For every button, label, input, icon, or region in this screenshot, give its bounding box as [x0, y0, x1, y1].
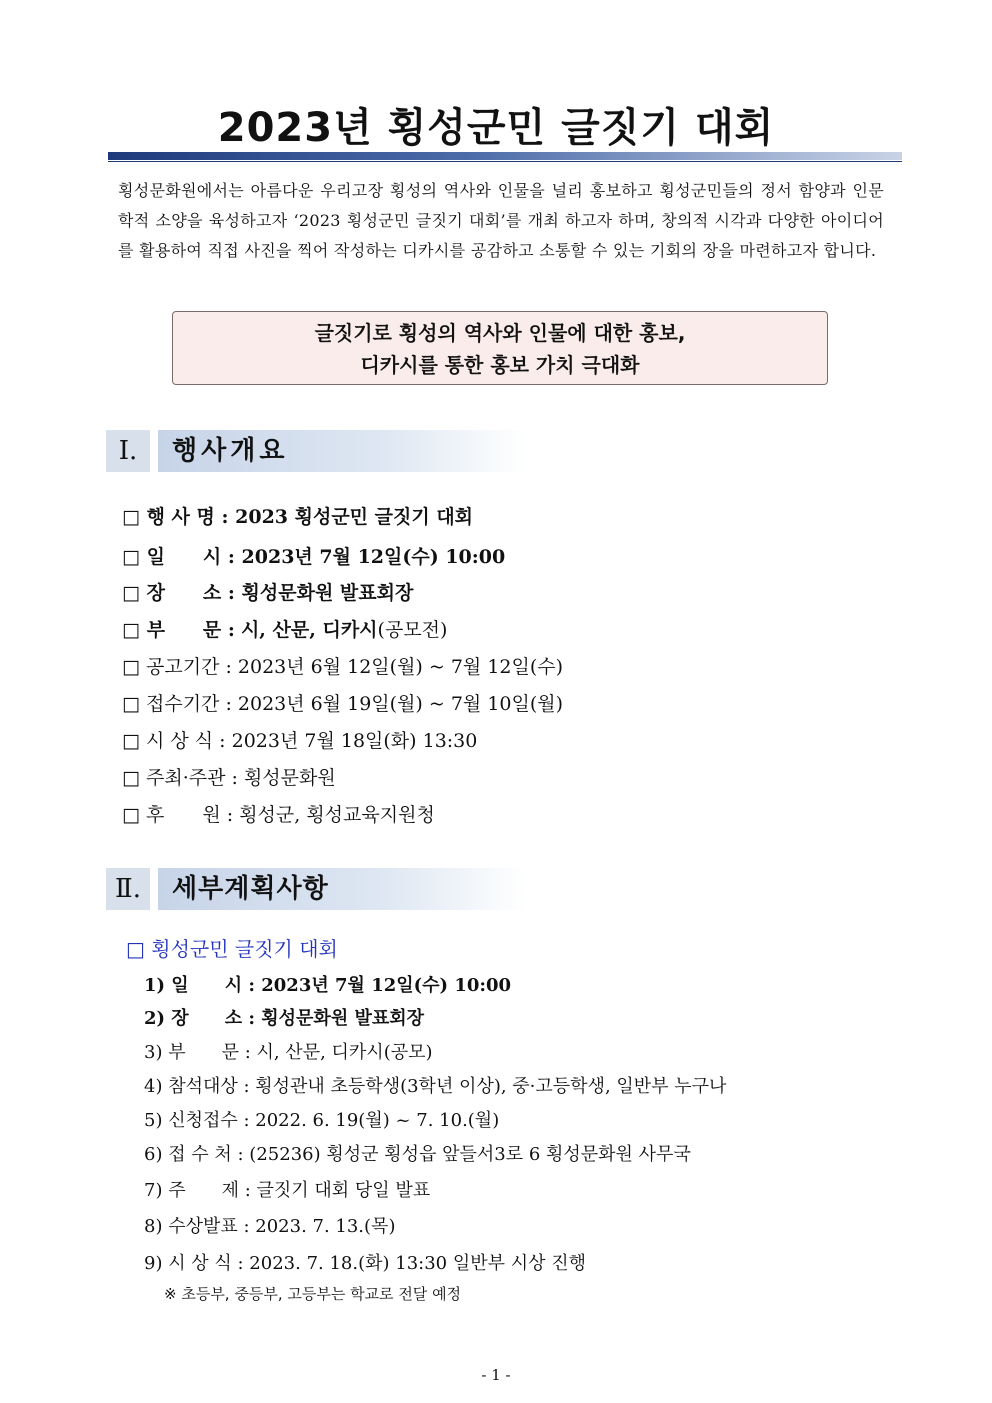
item-value: 2023년 7월 12일(수) 10:00 [241, 546, 506, 568]
detail-item: 4) 참석대상 : 횡성관내 초등학생(3학년 이상), 중·고등학생, 일반부 누구나 [144, 1076, 727, 1097]
page-number: - 1 - [481, 1366, 511, 1384]
highlight-box [172, 311, 828, 385]
overview-item [122, 502, 473, 529]
footnote: ※ 초등부, 중등부, 고등부는 학교로 전달 예정 [164, 1285, 462, 1303]
overview-item [122, 689, 563, 716]
section-number: Ⅰ. [106, 430, 150, 472]
overview-item [122, 578, 413, 605]
overview-item [122, 763, 336, 790]
highlight-line-1: 글짓기로 횡성의 역사와 인물에 대한 홍보, [314, 321, 686, 345]
section-heading-2 [106, 868, 526, 910]
title-underline [108, 152, 902, 160]
item-key: □ 행 사 명 : [122, 506, 229, 528]
page-title: 2023년 횡성군민 글짓기 대회 [217, 105, 775, 151]
item-extra: (공모전) [377, 619, 448, 641]
item-value: 2023년 6월 12일(월) ~ 7월 12일(수) [237, 656, 564, 678]
detail-item: 2) 장 소 : 횡성문화원 발표회장 [144, 1008, 425, 1029]
section-number: Ⅱ. [106, 868, 150, 910]
item-key: □ 접수기간 : [122, 693, 232, 715]
item-value: 2023 횡성군민 글짓기 대회 [235, 506, 474, 528]
item-key: □ 부 문 : [122, 619, 235, 641]
item-value: 2023년 6월 19일(월) ~ 7월 10일(월) [237, 693, 564, 715]
item-value: 횡성문화원 [243, 767, 336, 789]
overview-item [122, 800, 435, 827]
detail-item: 3) 부 문 : 시, 산문, 디카시(공모) [144, 1042, 433, 1063]
item-value: 횡성문화원 발표회장 [241, 582, 414, 604]
detail-item: 6) 접 수 처 : (25236) 횡성군 횡성읍 앞들서3로 6 횡성문화원 사무국 [144, 1144, 691, 1165]
item-key: □ 일 시 : [122, 546, 235, 568]
detail-item: 9) 시 상 식 : 2023. 7. 18.(화) 13:30 일반부 시상 진행 [144, 1253, 586, 1274]
item-key: □ 공고기간 : [122, 656, 232, 678]
subsection-heading: □ 횡성군민 글짓기 대회 [126, 937, 338, 961]
detail-item: 8) 수상발표 : 2023. 7. 13.(목) [144, 1216, 396, 1237]
item-key: □ 후 원 : [122, 804, 234, 826]
item-value: 시, 산문, 디카시 [240, 619, 378, 641]
intro-paragraph: 횡성문화원에서는 아름다운 우리고장 횡성의 역사와 인물을 널리 홍보하고 횡성군민들의 정서 함양과 인문학적 소양을 육성하고자 ‘2023 횡성군민 글짓기 대회’를 개최 하고자 하며, 창의적 시각과 다양한 아이디어를 활용하여 직접 사진을 찍어 작성하는 디카시를 공감하고 소통할 수 있는 기회의 장을 마련하고자 합니다. [118, 181, 884, 260]
section-heading-1 [106, 430, 526, 472]
overview-item [122, 542, 505, 569]
highlight-line-2: 디카시를 통한 홍보 가치 극대화 [360, 353, 640, 377]
item-value: 횡성군, 횡성교육지원청 [239, 804, 435, 826]
overview-item [122, 726, 477, 753]
detail-item: 1) 일 시 : 2023년 7월 12일(수) 10:00 [144, 975, 512, 996]
item-value: 2023년 7월 18일(화) 13:30 [231, 730, 478, 752]
title-underline-thin [108, 161, 902, 162]
overview-item [122, 652, 563, 679]
item-key: □ 시 상 식 : [122, 730, 226, 752]
item-key: □ 장 소 : [122, 582, 235, 604]
overview-item [122, 615, 447, 642]
section-label: 세부계획사항 [172, 874, 329, 904]
section-label: 행사개요 [172, 436, 289, 466]
detail-item: 5) 신청접수 : 2022. 6. 19(월) ~ 7. 10.(월) [144, 1110, 500, 1131]
detail-item: 7) 주 제 : 글짓기 대회 당일 발표 [144, 1180, 431, 1201]
item-key: □ 주최·주관 : [122, 767, 238, 789]
